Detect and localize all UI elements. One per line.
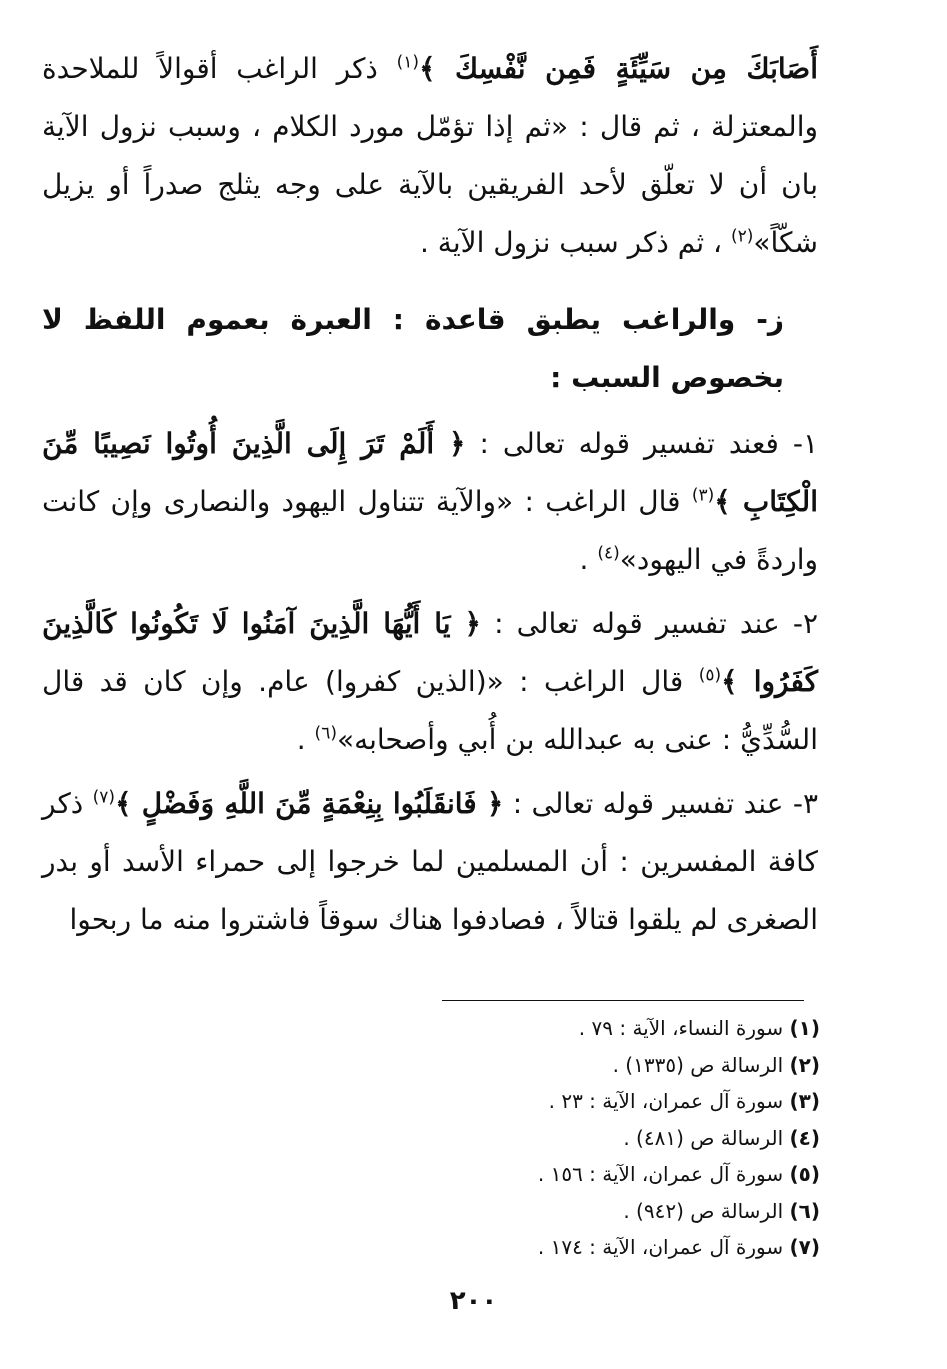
footnote-text: سورة آل عمران، الآية : ١٧٤ . — [537, 1235, 784, 1259]
paragraph-example-1 — [42, 415, 818, 589]
footnote-number: (٤) — [789, 1125, 820, 1150]
footnote-number: (٧) — [789, 1235, 820, 1259]
footnote-item — [320, 1193, 820, 1230]
paragraph-text: . — [296, 723, 315, 756]
footnote-number: (٦) — [789, 1198, 820, 1223]
footnote-ref: (٢) — [730, 226, 754, 247]
paragraph-text: . — [579, 543, 598, 576]
footnote-text: سورة آل عمران، الآية : ٢٣ . — [548, 1089, 784, 1113]
footnote-ref: (٣) — [691, 485, 715, 506]
footnote-number: (٣) — [789, 1089, 820, 1113]
footnotes-list — [320, 1010, 820, 1266]
paragraph-lead: ٢- عند تفسير قوله تعالى : — [480, 607, 818, 640]
footnote-item — [320, 1120, 820, 1157]
footnote-ref: (١) — [396, 52, 420, 73]
quran-quote: ﴿ أَلَمْ تَرَ إِلَى الَّذِينَ أُوتُوا نَصِيبًا مِّنَ الْكِتَابِ ﴾ — [42, 427, 818, 518]
paragraph-lead: ٣- عند تفسير قوله تعالى : — [503, 787, 818, 820]
paragraph-continuation — [42, 40, 818, 272]
quran-quote: ﴿ فَانقَلَبُوا بِنِعْمَةٍ مِّنَ اللَّهِ وَفَضْلٍ ﴾ — [115, 787, 504, 820]
footnote-item — [320, 1156, 820, 1193]
quran-quote: أَصَابَكَ مِن سَيِّئَةٍ فَمِن نَّفْسِكَ ﴾ — [419, 52, 818, 85]
footnote-ref: (٦) — [314, 723, 337, 744]
footnote-ref: (٤) — [597, 543, 620, 564]
paragraph-lead: ١- فعند تفسير قوله تعالى : — [465, 427, 819, 460]
footnote-divider — [442, 1000, 804, 1001]
page-number: ٢٠٠ — [449, 1286, 498, 1316]
footnote-item — [320, 1229, 820, 1266]
paragraph-text: ، ثم ذكر سبب نزول الآية . — [420, 226, 731, 259]
paragraph-example-2 — [42, 595, 818, 769]
footnote-item — [320, 1083, 820, 1120]
footnote-text: سورة النساء، الآية : ٧٩ . — [578, 1016, 784, 1040]
section-heading: ز- والراغب يطبق قاعدة : العبرة بعموم اللفظ لا بخصوص السبب : — [42, 303, 784, 394]
paragraph-example-3 — [42, 775, 818, 949]
paragraph-text: قال الراغب : «والآية تتناول اليهود والنصارى وإن كانت واردةً في اليهود» — [42, 485, 818, 576]
quran-quote: ﴿ يَا أَيُّهَا الَّذِينَ آمَنُوا لَا تَكُونُوا كَالَّذِينَ كَفَرُوا ﴾ — [42, 607, 818, 698]
footnote-ref: (٥) — [698, 665, 722, 686]
footnote-ref: (٧) — [92, 787, 116, 808]
footnote-item — [320, 1010, 820, 1047]
footnote-text: الرسالة ص (٤٨١) . — [623, 1125, 784, 1150]
footnote-number: (٥) — [789, 1162, 820, 1186]
paragraph-text: قال الراغب : «(الذين كفروا) عام. وإن كان قد قال السُّدِّيُّ : عنى به عبدالله بن أُبي وأصحابه» — [42, 665, 818, 756]
paragraph-text: ذكر الراغب أقوالاً للملاحدة والمعتزلة ، ثم قال : «ثم إذا تؤمّل مورد الكلام ، وسبب نزول الآية بان أن لا تعلّق لأحد الفريقين بالآية على وجه يثلج صدراً أو يزيل شكّاً» — [42, 52, 818, 259]
footnote-number: (١) — [789, 1016, 820, 1040]
footnote-text: الرسالة ص (٩٤٢) . — [623, 1198, 784, 1223]
footnote-text: الرسالة ص (١٣٣٥) . — [612, 1052, 784, 1077]
footnote-text: سورة آل عمران، الآية : ١٥٦ . — [537, 1162, 784, 1186]
footnote-number: (٢) — [789, 1052, 820, 1077]
paragraph-text: ذكر كافة المفسرين : أن المسلمين لما خرجوا إلى حمراء الأسد أو بدر الصغرى لم يلقوا قتالاً ، فصادفوا هناك سوقاً فاشتروا منه ما ربحوا — [42, 787, 818, 936]
footnote-item — [320, 1047, 820, 1084]
